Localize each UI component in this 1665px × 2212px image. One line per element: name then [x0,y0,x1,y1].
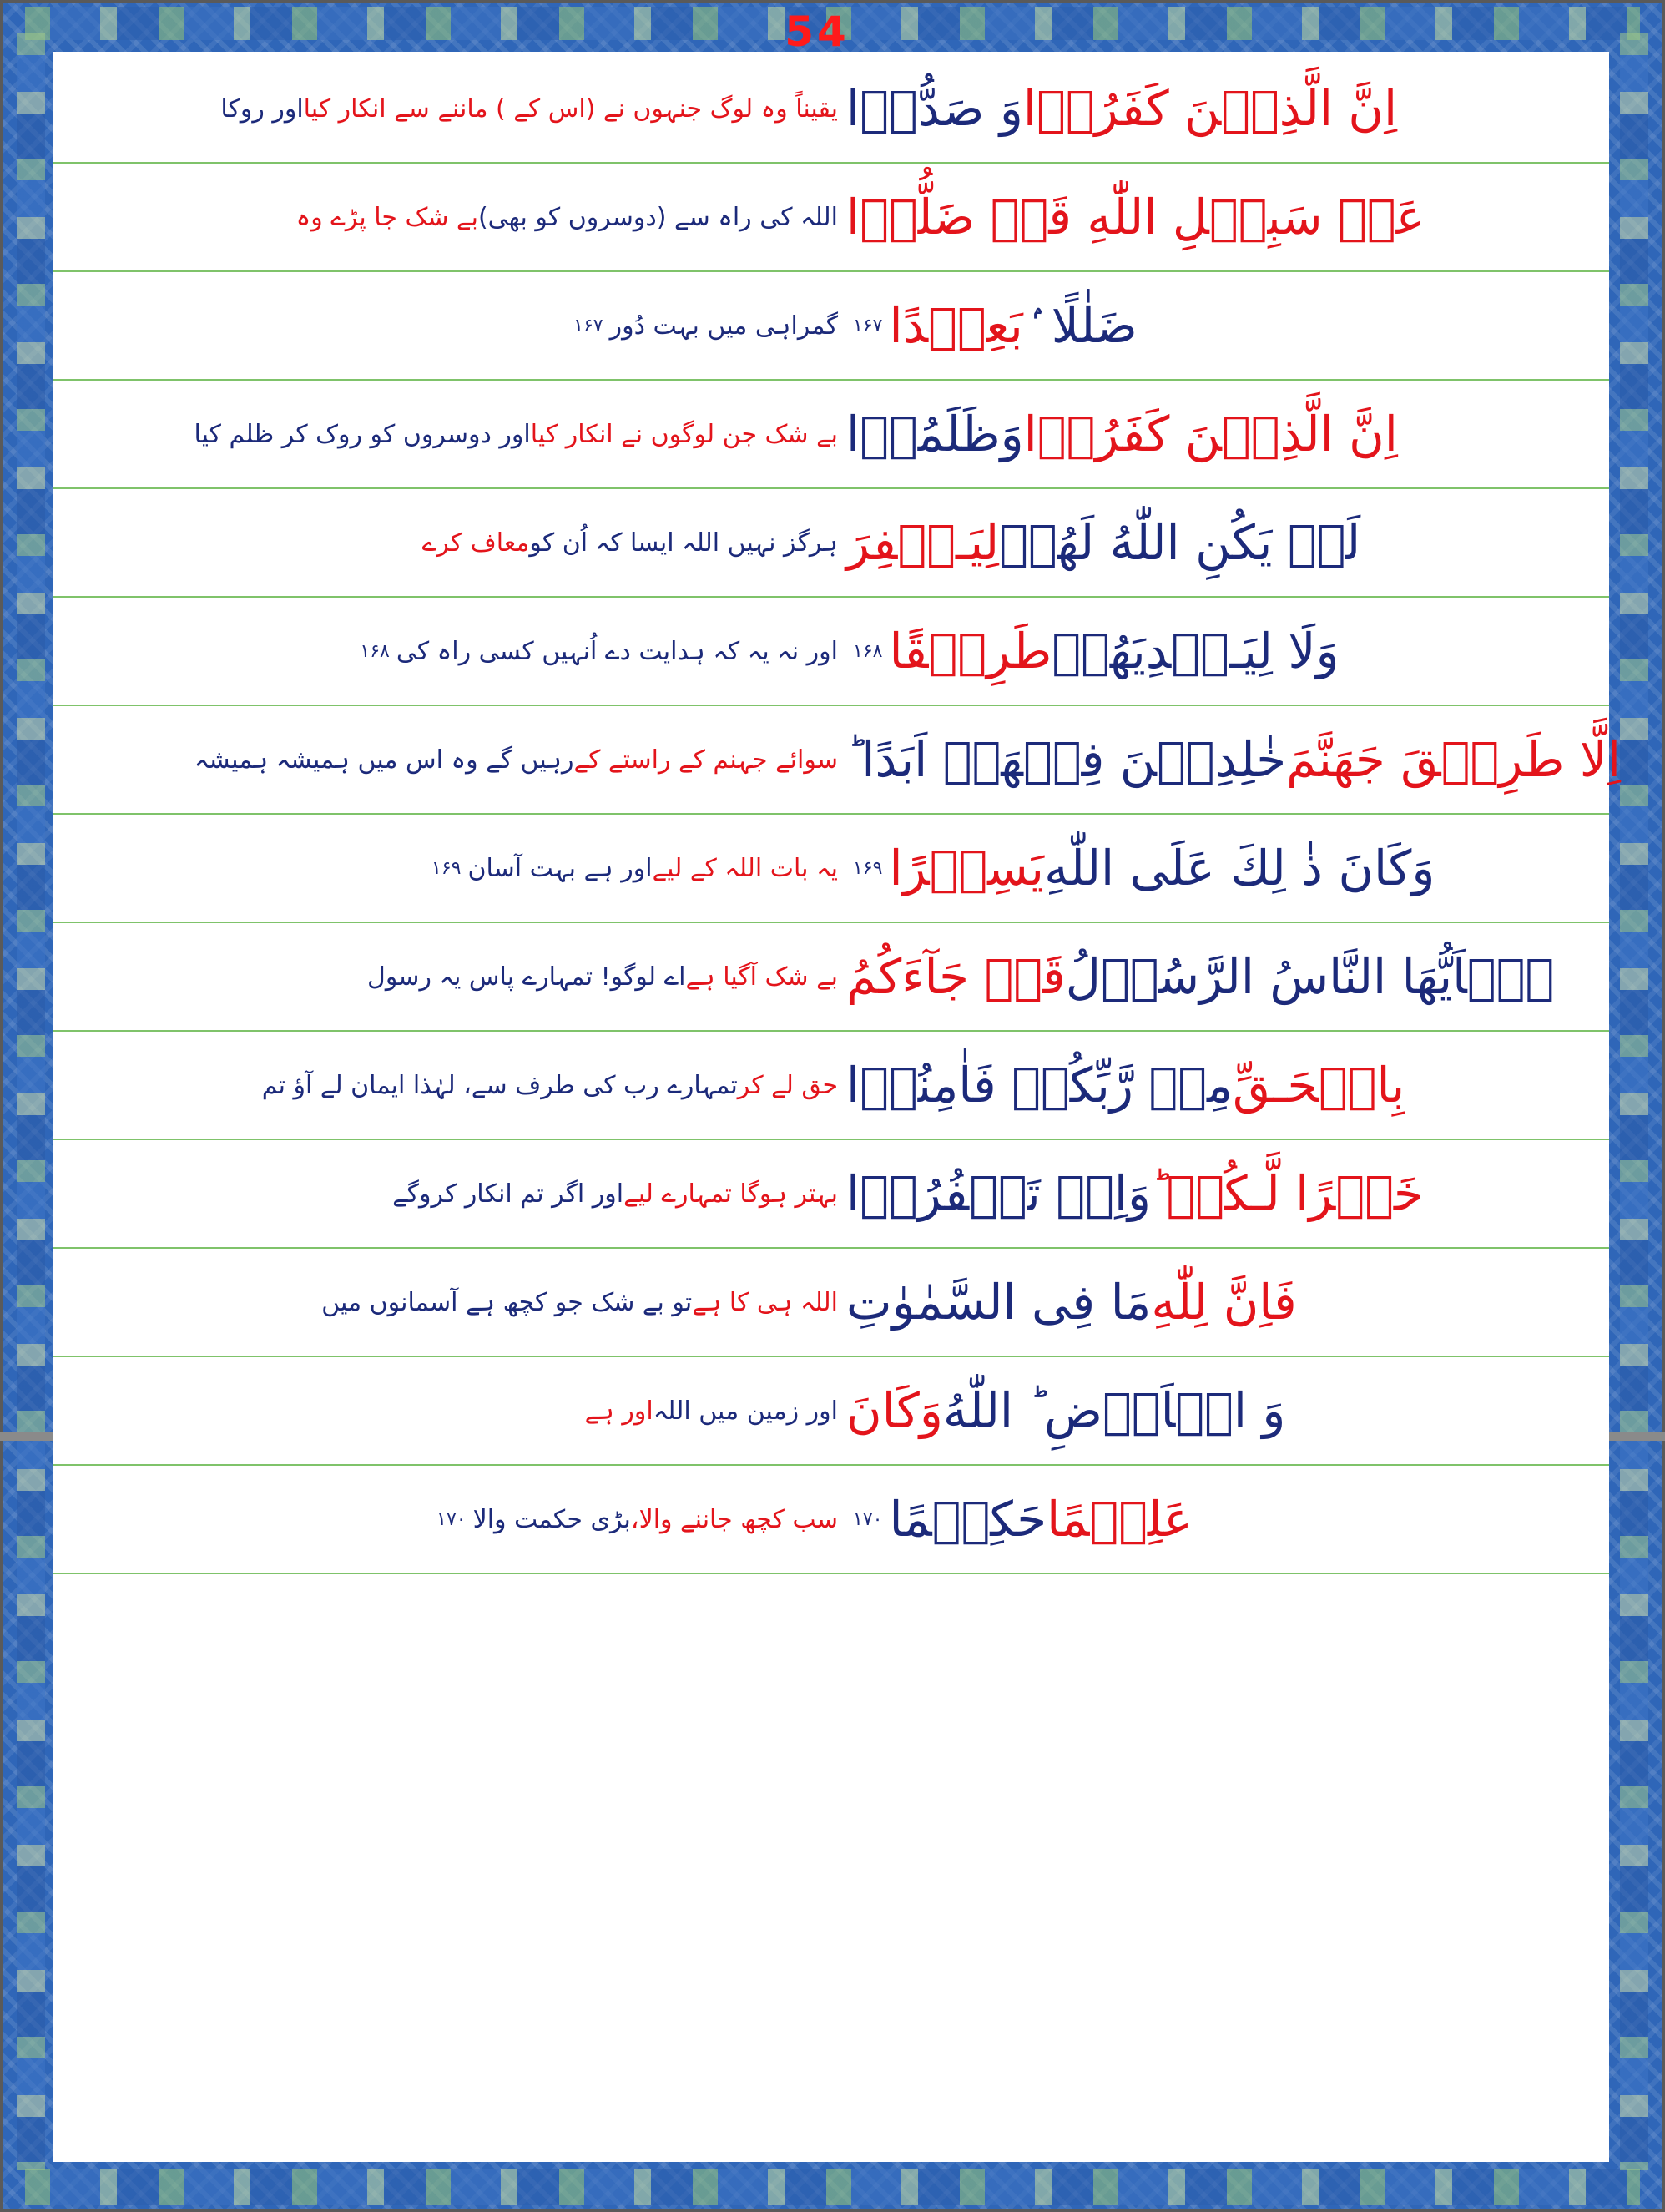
arabic-verse [846,598,1581,705]
urdu-text: اور دوسروں کو روک کر ظلم کیا [194,419,531,449]
urdu-translation [103,815,838,922]
arabic-verse-text: وَ صَدُّوۡا [846,80,1023,137]
urdu-text: گمراہی میں بہت دُور [609,311,838,341]
verse-row [53,923,1609,1032]
ayah-number-icon: ۱۷۰ [853,1508,883,1530]
arabic-verse-highlight: عَلِيۡمًا [1047,1491,1193,1548]
urdu-translation [103,381,838,487]
urdu-translation [103,1357,838,1464]
arabic-verse-highlight: لِيَـغۡفِرَ [846,514,1000,571]
urdu-translation [103,272,838,379]
arabic-verse [846,815,1581,922]
urdu-translation [103,164,838,270]
verse-row [53,164,1609,272]
arabic-verse-text: وَاِنۡ تَكۡفُرُوۡا [846,1165,1151,1222]
urdu-highlight: یہ بات اللہ کے لیے [652,853,838,883]
verse-row [53,272,1609,381]
arabic-verse-text: وَ الۡاَرۡضِ‌ ؕ اللّٰهُ [942,1382,1286,1439]
ayah-number-icon: ۱۶۸ [853,640,883,662]
arabic-verse [846,55,1581,162]
urdu-text: ہرگز نہیں اللہ ایسا کہ اُن کو [529,528,838,558]
ayah-number-icon: ۱۶۹ [853,857,883,879]
arabic-verse [846,923,1581,1030]
verse-row [53,1140,1609,1249]
arabic-verse-highlight: يَسِيۡرًا [889,840,1045,896]
arabic-verse [846,1140,1581,1247]
verse-row [53,1032,1609,1140]
urdu-highlight: بے شک جن لوگوں نے انکار کیا [530,419,838,449]
ayah-number-icon: ۱۶۸ [360,640,390,662]
urdu-highlight: سب کچھ جاننے والا، [630,1504,838,1534]
urdu-translation [103,706,838,813]
verse-row [53,598,1609,706]
arabic-verse-text: يٰۤاَيُّهَا النَّاسُ الرَّسُوۡلُ [1065,948,1555,1005]
urdu-text: اور ہے بہت آسان [467,853,653,883]
arabic-verse-text: مَا فِى السَّمٰوٰتِ [846,1274,1152,1331]
arabic-verse [846,489,1581,596]
urdu-text: رہیں گے وہ اس میں ہمیشہ ہمیشہ [194,745,574,775]
page-number: 54 [785,8,850,56]
right-ornament [1620,33,1648,2170]
urdu-text: اے لوگو! تمہارے پاس یہ رسول [367,962,686,992]
urdu-highlight: حق لے کر [737,1070,838,1100]
arabic-verse [846,272,1581,379]
arabic-verse-highlight: وَكَانَ [846,1382,943,1439]
verse-row [53,1249,1609,1357]
arabic-verse-text: وَظَلَمُوۡا [846,406,1024,462]
urdu-translation [103,55,838,162]
urdu-text: اور روکا [220,93,304,124]
urdu-highlight: یقیناً وہ لوگ جنہوں نے (اس کے ) ماننے سے انکار کیا [303,93,838,124]
urdu-highlight: بہتر ہوگا تمہارے لیے [623,1179,838,1209]
arabic-verse-highlight: خَيۡرًا لَّـكُمۡ ؕ [1151,1165,1424,1222]
urdu-translation [103,489,838,596]
urdu-highlight: بے شک جا پڑے وہ [295,202,478,232]
ayah-number-icon: ۱۷۰ [436,1508,467,1530]
arabic-verse [846,1466,1581,1573]
verse-row [53,706,1621,815]
ayah-number-icon: ۱۶۹ [431,857,462,879]
verse-row [53,381,1609,489]
urdu-translation [103,598,838,705]
arabic-verse-highlight: بَعِيۡدًا [889,297,1023,354]
bottom-ornament [25,2169,1640,2205]
arabic-verse [846,706,1621,813]
arabic-verse [846,1032,1581,1139]
arabic-verse-highlight: طَرِيۡقًا [889,623,1052,679]
arabic-verse-text: وَلَا لِيَـهۡدِيَهُمۡ [1052,623,1340,679]
urdu-translation [103,1249,838,1356]
urdu-text: اور اگر تم انکار کروگے [392,1179,624,1209]
arabic-verse-text: لَمۡ يَكُنِ اللّٰهُ لَهُمۡ [999,514,1361,571]
verse-table [53,55,1621,1574]
arabic-verse-highlight: فَاِنَّ لِلّٰهِ [1151,1274,1297,1331]
urdu-text: تو بے شک جو کچھ ہے آسمانوں میں [321,1287,693,1317]
arabic-verse [846,1249,1581,1356]
verse-row [53,815,1609,923]
urdu-text: اور زمین میں اللہ [653,1396,838,1426]
arabic-verse-highlight: اِنَّ الَّذِيۡنَ كَفَرُوۡا [1022,80,1398,137]
ayah-number-icon: ۱۶۷ [573,315,603,336]
verse-row [53,55,1609,164]
arabic-verse-highlight: اِنَّ الَّذِيۡنَ كَفَرُوۡا [1023,406,1398,462]
urdu-translation [103,1140,838,1247]
arabic-verse-highlight: قَدۡ جَآءَكُمُ [846,948,1066,1005]
arabic-verse [846,164,1581,270]
arabic-verse-text: مِنۡ رَّبِّكُمۡ فَاٰمِنُوۡا [846,1057,1234,1114]
urdu-highlight: معاف کرے [421,528,530,558]
urdu-text: بڑی حکمت والا [472,1504,631,1534]
arabic-verse-highlight: بِالۡحَـقِّ [1233,1057,1405,1114]
urdu-highlight: بے شک آگیا ہے [685,962,838,992]
arabic-verse-text: ضَلٰلًا ۢ [1022,297,1138,354]
arabic-verse [846,1357,1581,1464]
urdu-highlight: اور ہے [584,1396,653,1426]
urdu-translation [103,1466,838,1573]
verse-row [53,1466,1609,1574]
arabic-verse-text: عَنۡ سَبِيۡلِ اللّٰهِ قَدۡ ضَلُّوۡا [846,189,1425,245]
urdu-highlight: سوائے جہنم کے راستے کے [573,745,838,775]
verse-row [53,1357,1609,1466]
arabic-verse [846,381,1581,487]
arabic-verse-highlight: اِلَّا طَرِيۡقَ جَهَنَّمَ [1286,731,1621,788]
left-ornament [17,33,45,2170]
urdu-text: تمہارے رب کی طرف سے، لہٰذا ایمان لے آؤ تم [261,1070,738,1100]
verse-row [53,489,1609,598]
arabic-verse-text: حَكِيۡمًا [889,1491,1047,1548]
urdu-highlight: اللہ ہی کا ہے [692,1287,838,1317]
ayah-number-icon: ۱۶۷ [853,315,883,336]
urdu-text: اور نہ یہ کہ ہدایت دے اُنہیں کسی راہ کی [396,636,838,666]
arabic-verse-text: خٰلِدِيۡنَ فِيۡهَاۤ اَبَدًا ؕ [846,731,1287,788]
urdu-translation [103,1032,838,1139]
urdu-text: اللہ کی راہ سے (دوسروں کو بھی) [477,202,838,232]
arabic-verse-text: وَكَانَ ذٰ لِكَ عَلَى اللّٰهِ [1044,840,1435,896]
urdu-translation [103,923,838,1030]
